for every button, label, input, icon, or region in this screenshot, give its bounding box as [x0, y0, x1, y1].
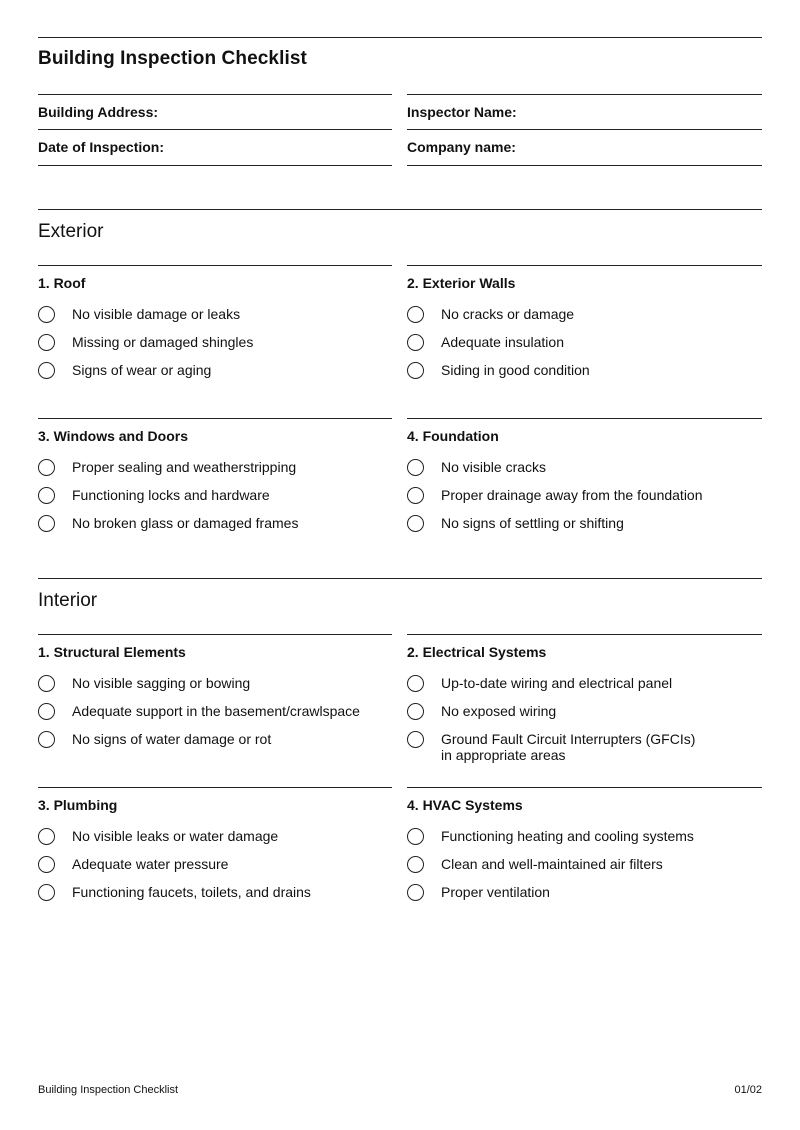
- checklist-item[interactable]: Proper ventilation: [407, 884, 762, 908]
- building-address-label: Building Address:: [38, 104, 159, 120]
- exterior-walls-group: [407, 265, 762, 406]
- checkbox-circle-icon[interactable]: [38, 731, 55, 748]
- checklist-item[interactable]: Missing or damaged shingles: [38, 334, 392, 358]
- checklist-item[interactable]: No signs of settling or shifting: [407, 515, 762, 539]
- checklist-item[interactable]: Ground Fault Circuit Interrupters (GFCIs) in appropriate areas: [407, 731, 762, 765]
- group-title: 4. HVAC Systems: [407, 797, 523, 813]
- group-title: 2. Exterior Walls: [407, 275, 516, 291]
- checklist-item[interactable]: Adequate insulation: [407, 334, 762, 358]
- checklist-item[interactable]: No signs of water damage or rot: [38, 731, 392, 755]
- checklist-item[interactable]: No visible leaks or water damage: [38, 828, 392, 852]
- checklist-item[interactable]: Clean and well-maintained air filters: [407, 856, 762, 880]
- company-name-field[interactable]: [407, 129, 762, 166]
- checklist-item[interactable]: No broken glass or damaged frames: [38, 515, 392, 539]
- checklist-item[interactable]: Siding in good condition: [407, 362, 762, 386]
- interior-divider: [38, 578, 762, 579]
- checklist-item[interactable]: Proper sealing and weatherstripping: [38, 459, 392, 483]
- checkbox-circle-icon[interactable]: [407, 459, 424, 476]
- checkbox-circle-icon[interactable]: [38, 856, 55, 873]
- checklist-item[interactable]: No visible sagging or bowing: [38, 675, 392, 699]
- top-divider: [38, 37, 762, 38]
- structural-elements-group: [38, 634, 392, 785]
- checkbox-circle-icon[interactable]: [38, 362, 55, 379]
- checkbox-circle-icon[interactable]: [407, 856, 424, 873]
- checklist-item[interactable]: Functioning faucets, toilets, and drains: [38, 884, 392, 908]
- checkbox-circle-icon[interactable]: [407, 884, 424, 901]
- checkbox-circle-icon[interactable]: [407, 487, 424, 504]
- checklist-item[interactable]: No cracks or damage: [407, 306, 762, 330]
- checkbox-circle-icon[interactable]: [407, 306, 424, 323]
- checklist-item[interactable]: No exposed wiring: [407, 703, 762, 727]
- building-address-field[interactable]: [38, 94, 392, 130]
- checkbox-circle-icon[interactable]: [38, 675, 55, 692]
- company-name-label: Company name:: [407, 139, 516, 155]
- checkbox-circle-icon[interactable]: [407, 334, 424, 351]
- footer-title: Building Inspection Checklist: [38, 1084, 179, 1096]
- checkbox-circle-icon[interactable]: [407, 515, 424, 532]
- date-of-inspection-field[interactable]: [38, 129, 392, 166]
- page-number: 01/02: [734, 1084, 762, 1096]
- checklist-item[interactable]: Adequate support in the basement/crawlspace: [38, 703, 392, 727]
- checkbox-circle-icon[interactable]: [38, 334, 55, 351]
- checkbox-circle-icon[interactable]: [407, 731, 424, 748]
- checkbox-circle-icon[interactable]: [407, 703, 424, 720]
- checklist-item[interactable]: Up-to-date wiring and electrical panel: [407, 675, 762, 699]
- checklist-item[interactable]: Functioning heating and cooling systems: [407, 828, 762, 852]
- checkbox-circle-icon[interactable]: [38, 459, 55, 476]
- date-of-inspection-label: Date of Inspection:: [38, 139, 165, 155]
- checklist-page: [38, 0, 762, 1130]
- group-title: 1. Roof: [38, 275, 86, 291]
- checklist-item[interactable]: Adequate water pressure: [38, 856, 392, 880]
- roof-group: [38, 265, 392, 406]
- checkbox-circle-icon[interactable]: [38, 306, 55, 323]
- checkbox-circle-icon[interactable]: [38, 884, 55, 901]
- group-title: 3. Windows and Doors: [38, 428, 188, 444]
- group-title: 4. Foundation: [407, 428, 499, 444]
- page-title: Building Inspection Checklist: [38, 48, 307, 69]
- plumbing-group: [38, 787, 392, 928]
- checkbox-circle-icon[interactable]: [38, 515, 55, 532]
- checkbox-circle-icon[interactable]: [407, 828, 424, 845]
- checklist-item[interactable]: Signs of wear or aging: [38, 362, 392, 386]
- checklist-item[interactable]: No visible damage or leaks: [38, 306, 392, 330]
- group-title: 1. Structural Elements: [38, 644, 186, 660]
- checkbox-circle-icon[interactable]: [38, 487, 55, 504]
- group-title: 2. Electrical Systems: [407, 644, 547, 660]
- hvac-systems-group: [407, 787, 762, 928]
- inspector-name-label: Inspector Name:: [407, 104, 517, 120]
- foundation-group: [407, 418, 762, 559]
- electrical-systems-group: [407, 634, 762, 785]
- checkbox-circle-icon[interactable]: [407, 362, 424, 379]
- checkbox-circle-icon[interactable]: [407, 675, 424, 692]
- group-title: 3. Plumbing: [38, 797, 118, 813]
- checklist-item[interactable]: Proper drainage away from the foundation: [407, 487, 762, 511]
- interior-heading: Interior: [38, 590, 98, 611]
- windows-doors-group: [38, 418, 392, 559]
- checkbox-circle-icon[interactable]: [38, 828, 55, 845]
- inspector-name-field[interactable]: [407, 94, 762, 130]
- exterior-heading: Exterior: [38, 221, 104, 242]
- checklist-item[interactable]: No visible cracks: [407, 459, 762, 483]
- checkbox-circle-icon[interactable]: [38, 703, 55, 720]
- checklist-item[interactable]: Functioning locks and hardware: [38, 487, 392, 511]
- exterior-divider: [38, 209, 762, 210]
